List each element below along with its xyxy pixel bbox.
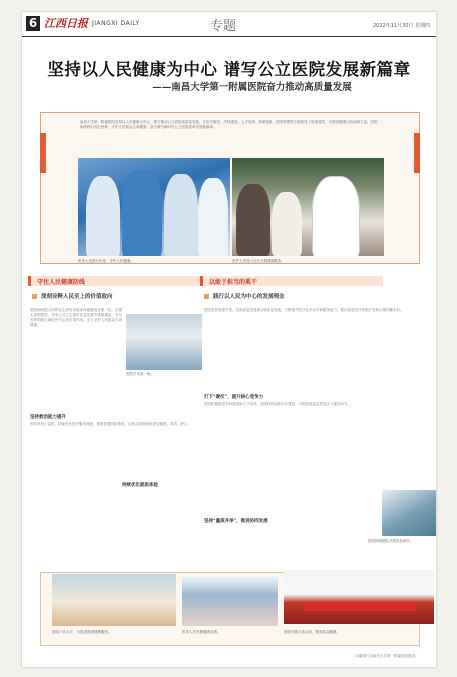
figure-shape	[272, 192, 302, 256]
column-left-section-title-2: 持续优化就医体验	[122, 483, 158, 488]
photo-outpatient-hall	[52, 574, 176, 626]
column-heading-left-text: 守住人民健康防线	[37, 279, 86, 286]
clinic-banner	[304, 602, 416, 611]
decor-bar-right	[414, 133, 420, 173]
page-footer: （本版图片由南昌大学第一附属医院提供）	[352, 654, 419, 658]
square-bullet-icon	[32, 294, 37, 299]
masthead	[22, 12, 436, 37]
column-heading-left	[28, 276, 207, 286]
lead-text: 南昌大学第一附属医院坚持以人民健康为中心，着力推动公立医院高质量发展，在医疗服务、学科建设、人才培养、科研创新、医院管理等方面取得了显著成效，为建设健康江西贡献力量。医院始终践行初心使命，守护人民群众生命健康，奋力谱写新时代公立医院改革发展新篇章。	[80, 120, 378, 129]
newspaper-page	[22, 12, 436, 667]
photo-caption-lab: 医院科研团队开展实验研究。	[368, 539, 414, 543]
photo-community-service	[232, 158, 384, 256]
photo-research-lab	[382, 490, 436, 536]
dateline: 2022年11月30日 星期四	[372, 23, 430, 29]
column-right-text-2: 医院积极推进学科建设和人才培养，加强科研创新平台建设，为医院高质量发展注入强劲动力。	[204, 402, 351, 406]
column-subtitle-right-text: 践行以人民为中心的发展理念	[213, 294, 285, 300]
decor-bar-left	[40, 133, 46, 173]
column-subtitle-left-text: 深刻诠释人民至上的价值取向	[41, 294, 113, 300]
column-right-section-title-2: 坚持“量质并举”，推进协同发展	[204, 519, 268, 524]
photo-caption-mid: 医院手术室一角。	[126, 372, 154, 376]
section-title: 专题	[210, 19, 237, 34]
figure-shape	[164, 174, 198, 256]
column-left-section-title-1: 坚持救治能力提升	[30, 415, 66, 420]
photo-operating-room	[126, 314, 202, 370]
paper-name-english: JIANGXI DAILY	[92, 20, 140, 27]
column-heading-right	[200, 276, 383, 286]
figure-shape	[236, 184, 270, 256]
column-heading-right-text: 以敢于担当的奚干	[209, 279, 258, 286]
column-right-text-1: 医院坚持党建引领，以高质量党建推动高质量发展，不断提升医疗技术水平和服务能力，推动优质医疗资源扩容和区域均衡布局。	[204, 308, 404, 312]
photo-caption-left: 医务人员逆行出征，守护人民健康。	[78, 259, 134, 263]
photo-health-education	[182, 574, 278, 626]
column-right-section-title-1: 打下“硬仗”，提升核心竞争力	[204, 395, 264, 400]
column-left-text-1: 医院始终把人民群众生命安全和身体健康放在第一位，在重大疫情防控、突发公共卫生事件应急处置中勇挑重担，充分发挥国家区域医疗中心的引领作用，全力守护人民群众生命健康。	[30, 308, 122, 327]
page-headline: 坚持以人民健康为中心 谱写公立医院发展新篇章	[47, 60, 411, 79]
figure-shape	[86, 176, 120, 256]
figure-shape	[312, 176, 360, 256]
page-number: 6	[26, 16, 40, 31]
photo-caption-b2: 医务人员开展健康宣教。	[182, 630, 221, 634]
figure-shape	[198, 178, 228, 256]
photo-caption-b3: 医院开展义诊活动，服务群众健康。	[284, 630, 340, 634]
photo-medical-team	[78, 158, 230, 256]
photo-free-clinic	[284, 570, 434, 624]
column-subtitle-left	[32, 292, 113, 300]
photo-caption-right: 医护人员深入社区开展健康服务。	[232, 259, 285, 263]
page-subheadline: ——南昌大学第一附属医院奋力推动高质量发展	[152, 82, 352, 93]
column-left-text-2: 医院坚持公益性，持续优化医疗服务流程，推进智慧医院建设，让群众看病就医更加便捷、高效、舒心。	[30, 422, 191, 426]
square-bullet-icon	[204, 294, 209, 299]
photo-caption-b1: 医院门诊大厅，为患者提供便捷服务。	[52, 630, 112, 634]
column-subtitle-right	[204, 292, 285, 300]
paper-logo: 江西日报	[44, 17, 88, 30]
figure-shape	[122, 170, 162, 256]
